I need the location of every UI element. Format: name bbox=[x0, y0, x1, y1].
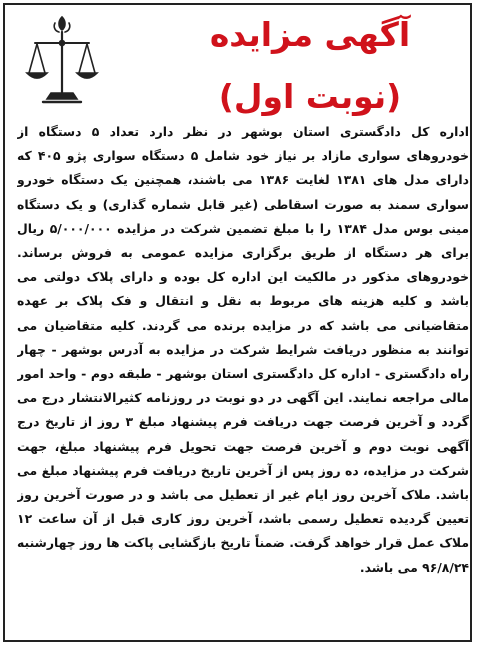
notice-subtitle: (نوبت اول) bbox=[218, 77, 402, 116]
notice-body: اداره کل دادگستری استان بوشهر در نظر دارد تعداد ۵ دستگاه از خودروهای سواری مازاد بر نیاز خود شامل ۵ دستگاه سواری پژو ۴۰۵ که دارای مدل های ۱۳۸۱ لغایت ۱۳۸۶ می باشند، همچنین یک دستگاه خودرو سواری سمند به صورت اسقاطی (غیر قابل شماره گذاری) و یک دستگاه مینی بوس مدل ۱۳۸۴ را با مبلغ تضمین شرکت در مزایده ۵/۰۰۰/۰۰۰ ریال برای هر دستگاه از طریق برگزاری مزایده عمومی به فروش برساند. خودروهای مذکور در مالکیت این اداره کل بوده و دارای پلاک دولتی می باشد و کلیه هزینه های مربوط به نقل و انتقال و فک پلاک بر عهده متقاضیانی می باشد که در مزایده برنده می گردند. کلیه متقاضیان می توانند به منظور دریافت شرایط شرکت در مزایده به آدرس بوشهر - چهار راه دادگستری - اداره کل دادگستری استان بوشهر - طبقه دوم - واحد امور مالی مراجعه نمایند. این آگهی در دو نوبت در روزنامه کثیرالانتشار درج می گردد و آخرین فرصت جهت دریافت فرم پیشنهاد مبلغ ۳ روز از تاریخ درج آگهی نوبت دوم و آخرین فرصت جهت تحویل فرم پیشنهاد مبلغ، جهت شرکت در مزایده، ده روز پس از آخرین تاریخ دریافت فرم پیشنهاد مبلغ می باشد. ملاک آخرین روز ایام غیر از تعطیل می باشد و در صورت آخرین روز تعیین گردیده تعطیل رسمی باشد، آخرین روز کاری قبل از آن ساعت ۱۲ ملاک عمل قرار خواهد گرفت. ضمناً تاریخ بازگشایی پاکت ها روز چهارشنبه ۹۶/۸/۲۴ می باشد. bbox=[17, 124, 469, 575]
notice-frame bbox=[3, 3, 472, 642]
scales-of-justice-icon bbox=[25, 13, 99, 109]
notice-title: آگهی مزایده bbox=[209, 15, 411, 54]
